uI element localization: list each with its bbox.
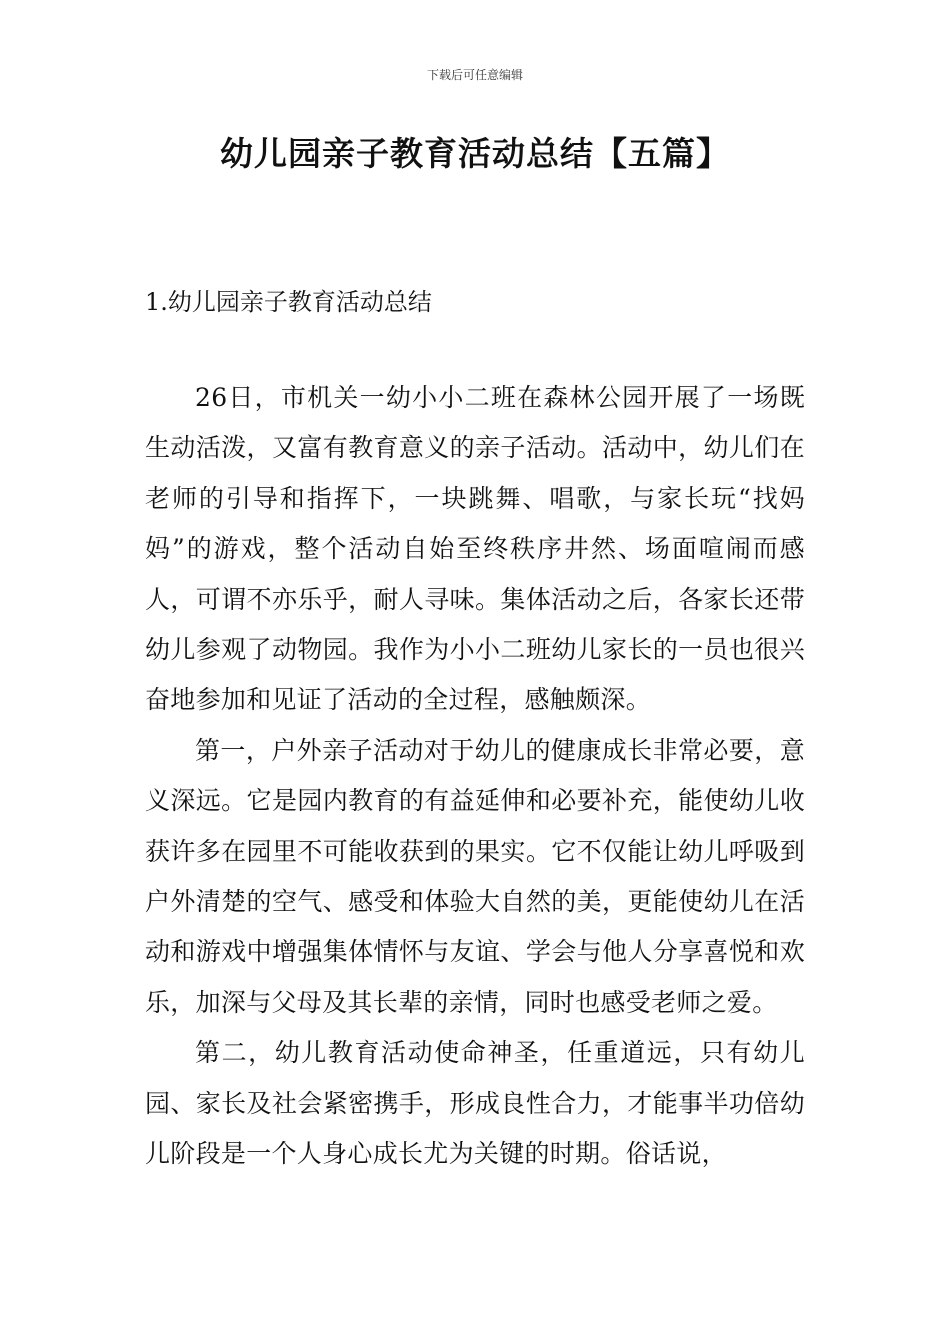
paragraph: 26日，市机关一幼小小二班在森林公园开展了一场既生动活泼，又富有教育意义的亲子活动。活动中，幼儿们在老师的引导和指挥下，一块跳舞、唱歌，与家长玩“找妈妈”的游戏，整个活动自始至终秩序井然、场面喧闹而感人，可谓不亦乐乎，耐人寻味。集体活动之后，各家长还带幼儿参观了动物园。我作为小小二班幼儿家长的一员也很兴奋地参加和见证了活动的全过程，感触颇深。 bbox=[145, 383, 805, 715]
document-title: 幼儿园亲子教育活动总结【五篇】 bbox=[220, 134, 730, 173]
paragraph: 第二，幼儿教育活动使命神圣，任重道远，只有幼儿园、家长及社会紧密携手，形成良性合力，才能事半功倍幼儿阶段是一个人身心成长尤为关键的时期。俗话说， bbox=[145, 1038, 805, 1169]
paragraph: 第一，户外亲子活动对于幼儿的健康成长非常必要，意义深远。它是园内教育的有益延伸和必要补充，能使幼儿收获许多在园里不可能收获到的果实。它不仅能让幼儿呼吸到户外清楚的空气、感受和体验大自然的美，更能使幼儿在活动和游戏中增强集体情怀与友谊、学会与他人分享喜悦和欢乐，加深与父母及其长辈的亲情，同时也感受老师之爱。 bbox=[145, 735, 805, 1017]
header-note: 下载后可任意编辑 bbox=[426, 68, 523, 82]
body-text bbox=[145, 373, 805, 1180]
section-heading: 1.幼儿园亲子教育活动总结 bbox=[145, 288, 432, 316]
